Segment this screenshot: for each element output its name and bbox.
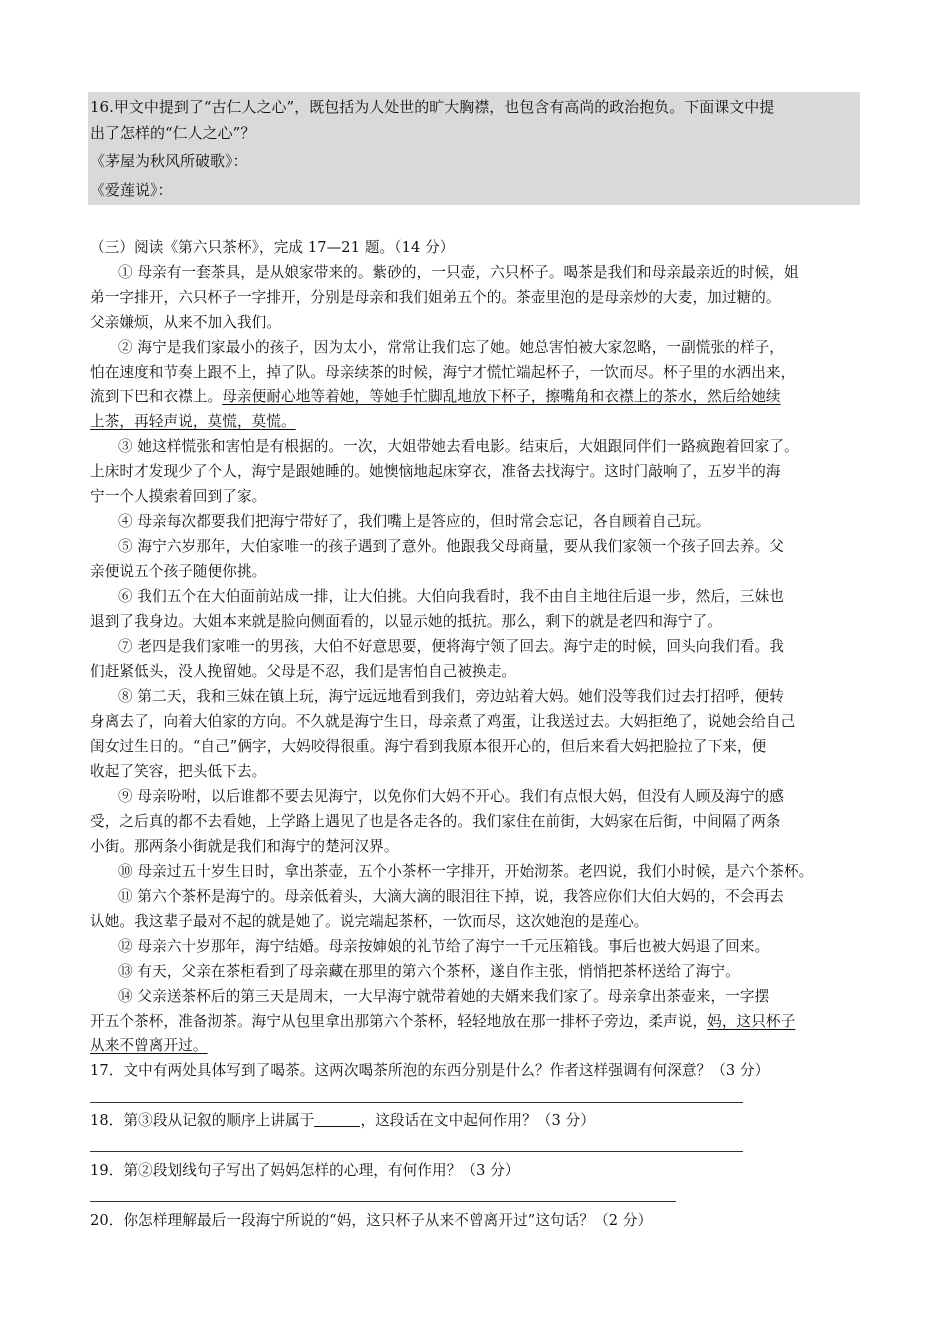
paragraph-9-line: 受，之后真的都不去看她，上学路上遇见了也是各走各的。我们家住在前街，大妈家在后街，中间隔了两条 [90, 813, 781, 830]
paragraph-9-line: ⑨ 母亲吩咐，以后谁都不要去见海宁，以免你们大妈不开心。我们有点恨大妈，但没有人顾及海宁的感 [118, 788, 784, 805]
question-18-text: ，这段话在文中起何作用？（3 分） [360, 1112, 596, 1129]
paragraph-14-text: 开五个茶杯，准备沏茶。海宁从包里拿出那第六个茶杯，轻轻地放在那一排杯子旁边，柔声说， [90, 1013, 708, 1030]
paragraph-8-line: ⑧ 第二天，我和三妹在镇上玩，海宁远远地看到我们，旁边站着大妈。她们没等我们过去打招呼，便转 [118, 688, 784, 705]
paragraph-7-line: ⑦ 老四是我们家唯一的男孩，大伯不好意思要，便将海宁领了回去。海宁走的时候，回头向我们看。我 [118, 638, 784, 655]
underlined-sentence: 上茶，再轻声说，莫慌，莫慌。 [90, 413, 296, 430]
paragraph-4-line: ④ 母亲每次都要我们把海宁带好了，我们嘴上是答应的，但时常会忘记，各自顾着自己玩。 [118, 513, 711, 530]
paragraph-2-text: 流到下巴和衣襟上。 [90, 388, 223, 405]
underlined-quote: 从来不曾离开过。 [90, 1037, 208, 1054]
paragraph-14-line: ⑭ 父亲送茶杯后的第三天是周末，一大早海宁就带着她的夫婿来我们家了。母亲拿出茶壶来，一字摆 [118, 988, 770, 1005]
fill-in-blank-18[interactable] [314, 1112, 360, 1127]
question-18-text: 18．第③段从记叙的顺序上讲属于 [90, 1112, 315, 1129]
paragraph-9-line: 小街。那两条小街就是我们和海宁的楚河汉界。 [90, 838, 399, 855]
paragraph-8-line: 身离去了，向着大伯家的方向。不久就是海宁生日，母亲煮了鸡蛋，让我送过去。大妈拒绝了，说她会给自己 [90, 713, 796, 730]
question-16-block [88, 92, 860, 205]
q16-line-1: 16.甲文中提到了“古仁人之心”，既包括为人处世的旷大胸襟，也包含有高尚的政治抱负。下面课文中提 [90, 98, 775, 116]
section-title: （三）阅读《第六只茶杯》，完成 17—21 题。（14 分） [90, 239, 455, 256]
paragraph-10-line: ⑩ 母亲过五十岁生日时，拿出茶壶，五个小茶杯一字排开，开始沏茶。老四说，我们小时候，是六个茶杯。 [118, 863, 814, 880]
question-19: 19．第②段划线句子写出了妈妈怎样的心理，有何作用？（3 分） [90, 1162, 520, 1179]
paragraph-11-line: ⑪ 第六个茶杯是海宁的。母亲低着头，大滴大滴的眼泪往下掉，说，我答应你们大伯大妈的，不会再去 [118, 888, 784, 905]
paragraph-13-line: ⑬ 有天，父亲在茶柜看到了母亲藏在那里的第六个茶杯，遂自作主张，悄悄把茶杯送给了海宁。 [118, 963, 740, 980]
paragraph-3-line: 宁一个人摸索着回到了家。 [90, 488, 267, 505]
paragraph-2-line [90, 386, 781, 408]
paragraph-1-line: 弟一字排开，六只杯子一字排开，分别是母亲和我们姐弟五个的。茶壶里泡的是母亲炒的大麦，加过糖的。 [90, 289, 781, 306]
paragraph-6-line: 退到了我身边。大姐本来就是脸向侧面看的，以显示她的抵抗。那么，剩下的就是老四和海宁了。 [90, 613, 722, 630]
paragraph-3-line: 上床时才发现少了个人，海宁是跟她睡的。她懊恼地起床穿衣，准备去找海宁。这时门敲响了，五岁半的海 [90, 463, 781, 480]
q16-line-3: 《茅屋为秋风所破歌》： [90, 152, 248, 170]
paragraph-6-line: ⑥ 我们五个在大伯面前站成一排，让大伯挑。大伯向我看时，我不由自主地往后退一步，然后，三妹也 [118, 588, 784, 605]
paragraph-1-line: 父亲嫌烦，从来不加入我们。 [90, 314, 282, 331]
q16-line-2: 出了怎样的“仁人之心”？ [90, 124, 256, 142]
paragraph-11-line: 认她。我这辈子最对不起的就是她了。说完端起茶杯，一饮而尽，这次她泡的是莲心。 [90, 913, 649, 930]
paragraph-8-line: 闺女过生日的。“自己”俩字，大妈咬得很重。海宁看到我原本很开心的，但后来看大妈把脸拉了下来，便 [90, 738, 767, 755]
answer-line-19[interactable] [90, 1201, 676, 1202]
paragraph-14-line [90, 1011, 795, 1033]
question-18 [90, 1110, 595, 1132]
answer-line-17[interactable] [90, 1102, 743, 1103]
q16-line-4: 《爱莲说》： [90, 181, 173, 199]
paragraph-12-line: ⑫ 母亲六十岁那年，海宁结婚。母亲按婶娘的礼节给了海宁一千元压箱钱。事后也被大妈退了回来。 [118, 938, 770, 955]
paragraph-3-line: ③ 她这样慌张和害怕是有根据的。一次，大姐带她去看电影。结束后，大姐跟同伴们一路疯跑着回家了。 [118, 438, 799, 455]
underlined-sentence: 母亲便耐心地等着她，等她手忙脚乱地放下杯子，擦嘴角和衣襟上的茶水，然后给她续 [222, 388, 781, 405]
paragraph-8-line: 收起了笑容，把头低下去。 [90, 763, 267, 780]
question-17: 17．文中有两处具体写到了喝茶。这两次喝茶所泡的东西分别是什么？作者这样强调有何深意？（3 分） [90, 1062, 770, 1079]
underlined-quote: 妈，这只杯子 [707, 1013, 796, 1030]
answer-line-18[interactable] [90, 1151, 743, 1152]
question-20: 20．你怎样理解最后一段海宁所说的“妈，这只杯子从来不曾离开过”这句话？（2 分） [90, 1212, 653, 1229]
paragraph-2-line: ② 海宁是我们家最小的孩子，因为太小，常常让我们忘了她。她总害怕被大家忽略，一副慌张的样子， [118, 339, 784, 356]
paragraph-5-line: ⑤ 海宁六岁那年，大伯家唯一的孩子遇到了意外。他跟我父母商量，要从我们家领一个孩子回去养。父 [118, 538, 784, 555]
paragraph-5-line: 亲便说五个孩子随便你挑。 [90, 563, 267, 580]
paragraph-1-line: ① 母亲有一套茶具，是从娘家带来的。紫砂的，一只壶，六只杯子。喝茶是我们和母亲最亲近的时候，姐 [118, 264, 799, 281]
paragraph-7-line: 们赶紧低头，没人挽留她。父母是不忍，我们是害怕自己被换走。 [90, 663, 517, 680]
paragraph-2-line: 怕在速度和节奏上跟不上，掉了队。母亲续茶的时候，海宁才慌忙端起杯子，一饮而尽。杯子里的水洒出来， [90, 364, 796, 381]
